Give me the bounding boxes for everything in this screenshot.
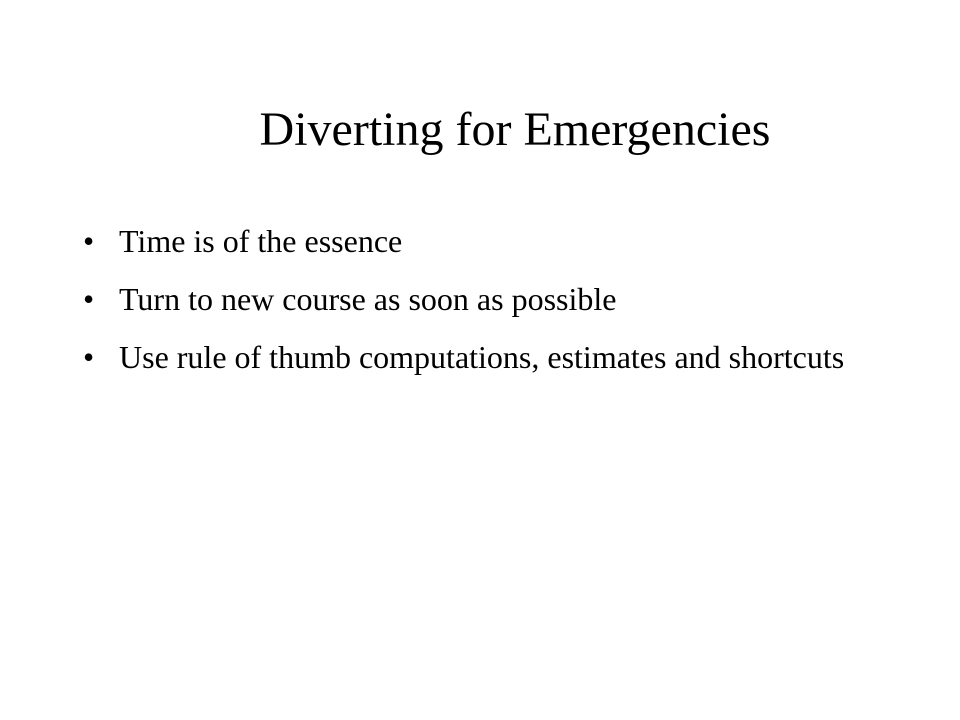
bullet-text: Time is of the essence: [119, 223, 403, 259]
bullet-icon: •: [83, 339, 95, 375]
bullet-list: [83, 222, 943, 396]
bullet-icon: •: [83, 281, 95, 317]
bullet-item: [83, 338, 943, 376]
bullet-item: [83, 280, 943, 318]
bullet-text: Use rule of thumb computations, estimates and shortcuts: [119, 339, 845, 375]
bullet-icon: •: [83, 223, 95, 259]
slide-title: Diverting for Emergencies: [259, 103, 771, 156]
bullet-text: Turn to new course as soon as possible: [119, 281, 617, 317]
bullet-item: [83, 222, 943, 260]
